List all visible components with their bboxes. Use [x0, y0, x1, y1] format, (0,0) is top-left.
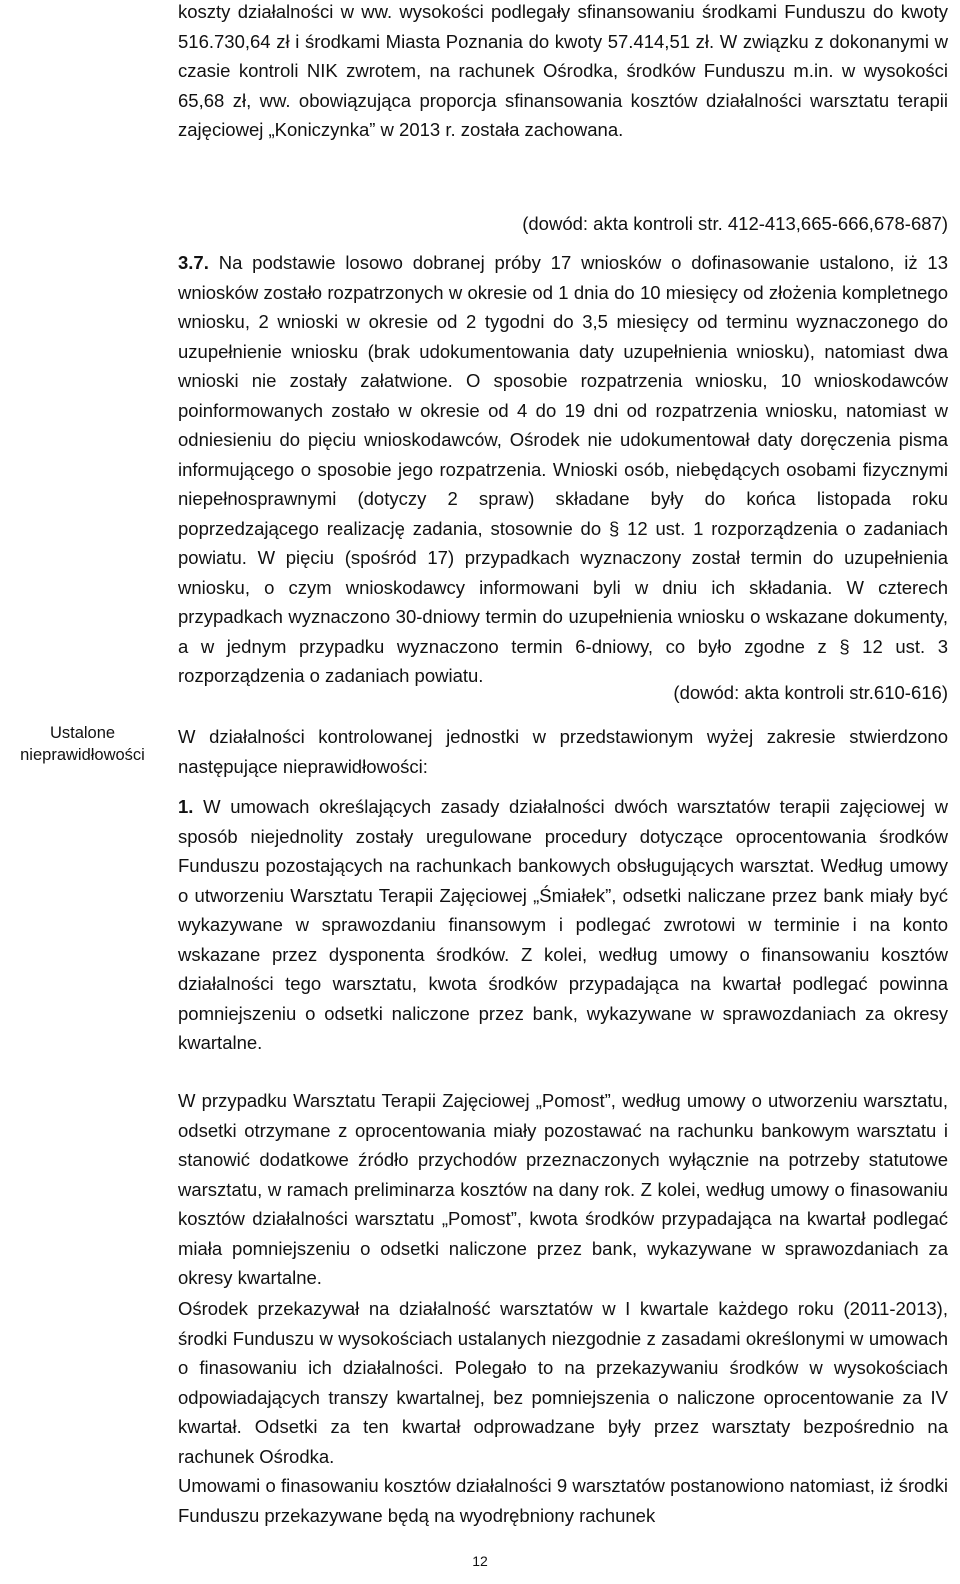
evidence-reference-1 [178, 209, 948, 239]
evidence-text-1: (dowód: akta kontroli str. 412-413,665-666,678-687) [522, 213, 948, 234]
section-number: 3.7. [178, 252, 209, 273]
margin-label-line-2: nieprawidłowości [20, 746, 145, 764]
umowami-paragraph [178, 1471, 948, 1530]
evidence-text-2: (dowód: akta kontroli str.610-616) [673, 682, 948, 703]
section-3-7 [178, 248, 948, 691]
findings-intro [178, 722, 948, 781]
osrodek-paragraph [178, 1294, 948, 1471]
osrodek-text: Ośrodek przekazywał na działalność warsztatów w I kwartale każdego roku (2011-2013), środki Funduszu w wysokościach ustalanych niezgodnie z zasadami określonymi w umowach o finasowaniu ich działalności. Polegało to na przekazywaniu środków w wysokościach odpowiadających transzy kwartalnej, bez pomniejszenia o naliczone oprocentowanie za IV kwartał. Odsetki za ten kwartał odprowadzane były przez warsztaty bezpośrednio na rachunek Ośrodka. [178, 1298, 948, 1467]
section-3-7-text: Na podstawie losowo dobranej próby 17 wniosków o dofinasowanie ustalono, iż 13 wniosków zostało rozpatrzonych w okresie od 1 dnia do 10 miesięcy od złożenia kompletnego wniosku, 2 wnioski w okresie od 2 tygodni do 3,5 miesięcy od terminu wyznaczonego do uzupełnienie wniosku (brak udokumentowania daty uzupełnienia wniosku), natomiast dwa wnioski nie zostały załatwione. O sposobie rozpatrzenia wniosku, 10 wnioskodawców poinformowanych zostało w okresie od 4 do 19 dni od rozpatrzenia wniosku, natomiast w odniesieniu do pięciu wnioskodawców, Ośrodek nie udokumentował daty doręczenia pisma informującego o sposobie jego rozpatrzenia. Wnioski osób, niebędących osobami fizycznymi niepełnosprawnymi (dotyczy 2 spraw) składane były do końca listopada roku poprzedzającego realizację zadania, stosownie do § 12 ust. 1 rozporządzenia o zadaniach powiatu. W pięciu (spośród 17) przypadkach wyznaczony został termin do uzupełnienia wniosku, o czym wnioskodawcy informowani byli w dniu ich składania. W czterech przypadkach wyznaczono 30-dniowy termin do uzupełnienia wniosku o wskazane dokumenty, a w jednym przypadku wyznaczono termin 6-dniowy, co było zgodne z § 12 ust. 3 rozporządzenia o zadaniach powiatu. [178, 252, 949, 686]
page-number: 12 [472, 1553, 488, 1569]
pomost-text: W przypadku Warsztatu Terapii Zajęciowej „Pomost”, według umowy o utworzeniu warsztatu, odsetki otrzymane z oprocentowania miały pozostawać na rachunku bankowym warsztatu i stanowić dodatkowe źródło przychodów przeznaczonych wyłącznie na potrzeby statutowe warsztatu, w ramach preliminarza kosztów na dany rok. Z kolei, według umowy o finasowaniu kosztów działalności warsztatu „Pomost”, kwota środków przypadająca na kwartał podlegać miała pomniejszeniu o odsetki naliczone przez bank, wykazywane w sprawozdaniach za okresy kwartalne. [178, 1090, 948, 1288]
margin-label [0, 722, 165, 766]
findings-intro-text: W działalności kontrolowanej jednostki w przedstawionym wyżej zakresie stwierdzono następujące nieprawidłowości: [178, 726, 948, 777]
finding-1 [178, 792, 948, 1058]
finding-1-text: W umowach określających zasady działalności dwóch warsztatów terapii zajęciowej w sposób niejednolity zostały uregulowane procedury dotyczące oprocentowania środków Funduszu pozostających na rachunkach bankowych obsługujących warsztat. Według umowy o utworzeniu Warsztatu Terapii Zajęciowej „Śmiałek”, odsetki naliczane przez bank miały być wykazywane w sprawozdaniu finansowym i podlegać zwrotowi w terminie i na konto wskazane przez dysponenta środków. Z kolei, według umowy o finansowaniu kosztów działalności tego warsztatu, kwota środków przypadająca na kwartał podlegać powinna pomniejszeniu o odsetki naliczone przez bank, wykazywane w sprawozdaniach za okresy kwartalne. [178, 796, 948, 1053]
pomost-paragraph [178, 1086, 948, 1293]
margin-label-line-1: Ustalone [49, 724, 116, 742]
intro-text: koszty działalności w ww. wysokości podlegały sfinansowaniu środkami Funduszu do kwoty 516.730,64 zł i środkami Miasta Poznania do kwoty 57.414,51 zł. W związku z dokonanymi w czasie kontroli NIK zwrotem, na rachunek Ośrodka, środków Funduszu m.in. w wysokości 65,68 zł, ww. obowiązująca proporcja sfinansowania kosztów działalności warsztatu terapii zajęciowej „Koniczynka” w 2013 r. została zachowana. [178, 1, 948, 140]
finding-number: 1. [178, 796, 194, 817]
umowami-text: Umowami o finasowaniu kosztów działalności 9 warsztatów postanowiono natomiast, iż środki Funduszu przekazywane będą na wyodrębniony rachunek [178, 1475, 948, 1526]
evidence-reference-2 [178, 678, 948, 708]
intro-paragraph [178, 0, 948, 145]
